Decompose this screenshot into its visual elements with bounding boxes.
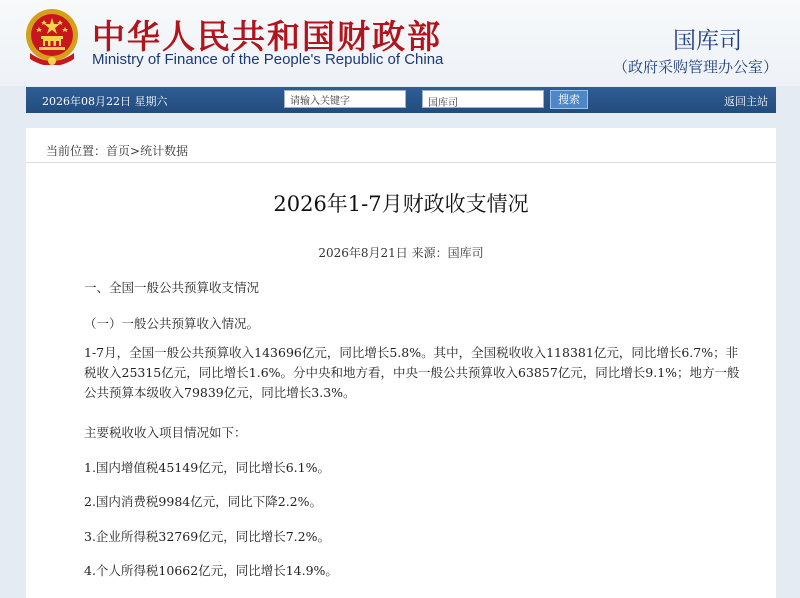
tax-item-corporate: 3.企业所得税32769亿元，同比增长7.2%。 (84, 529, 330, 544)
department-subtitle: （政府采购管理办公室） (612, 58, 778, 76)
return-home-link[interactable]: 返回主站 (724, 95, 768, 108)
tax-item-personal: 4.个人所得税10662亿元，同比增长14.9%。 (84, 563, 338, 578)
breadcrumb-current-link[interactable]: 统计数据 (140, 144, 189, 158)
site-name-en: Ministry of Finance of the People's Republic of China (92, 51, 444, 68)
top-nav-bar (26, 87, 776, 113)
article-title: 2026年1-7月财政收支情况 (273, 192, 529, 216)
tax-item-consumption: 2.国内消费税9984亿元，同比下降2.2%。 (84, 494, 322, 509)
section-heading: 一、全国一般公共预算收支情况 (84, 280, 260, 295)
article-meta: 2026年8月21日 来源：国库司 (318, 246, 484, 260)
tax-item-vat: 1.国内增值税45149亿元，同比增长6.1%。 (84, 460, 330, 475)
national-emblem-icon[interactable] (24, 7, 80, 65)
article-paragraph-income: 1-7月，全国一般公共预算收入143696亿元，同比增长5.8%。其中，全国税收收入118381亿元，同比增长6.7%；非税收入25315亿元，同比增长1.6%。分中央和地方看，中央一般公共预算收入63857亿元，同比增长9.1%；地方一般公共预算本级收入79839亿元，同比增长3.3%。 (84, 345, 740, 400)
site-name-cn[interactable]: 中华人民共和国财政部 (92, 17, 442, 56)
department-name: 国库司 (673, 28, 742, 54)
breadcrumb-home-link[interactable]: 首页 (106, 144, 131, 158)
breadcrumb-divider (26, 162, 776, 163)
article-panel (26, 128, 776, 598)
search-button[interactable]: 搜索 (550, 90, 588, 109)
breadcrumb-separator: > (130, 144, 141, 158)
current-date: 2026年08月22日 星期六 (42, 95, 168, 108)
article-paragraph-tax-intro: 主要税收收入项目情况如下： (84, 425, 247, 440)
department-select[interactable]: 国库司 (422, 90, 544, 108)
subsection-heading: （一）一般公共预算收入情况。 (84, 316, 260, 331)
site-header (0, 0, 800, 86)
breadcrumb (46, 142, 188, 159)
search-input[interactable] (284, 90, 406, 108)
breadcrumb-prefix: 当前位置： (46, 144, 107, 158)
